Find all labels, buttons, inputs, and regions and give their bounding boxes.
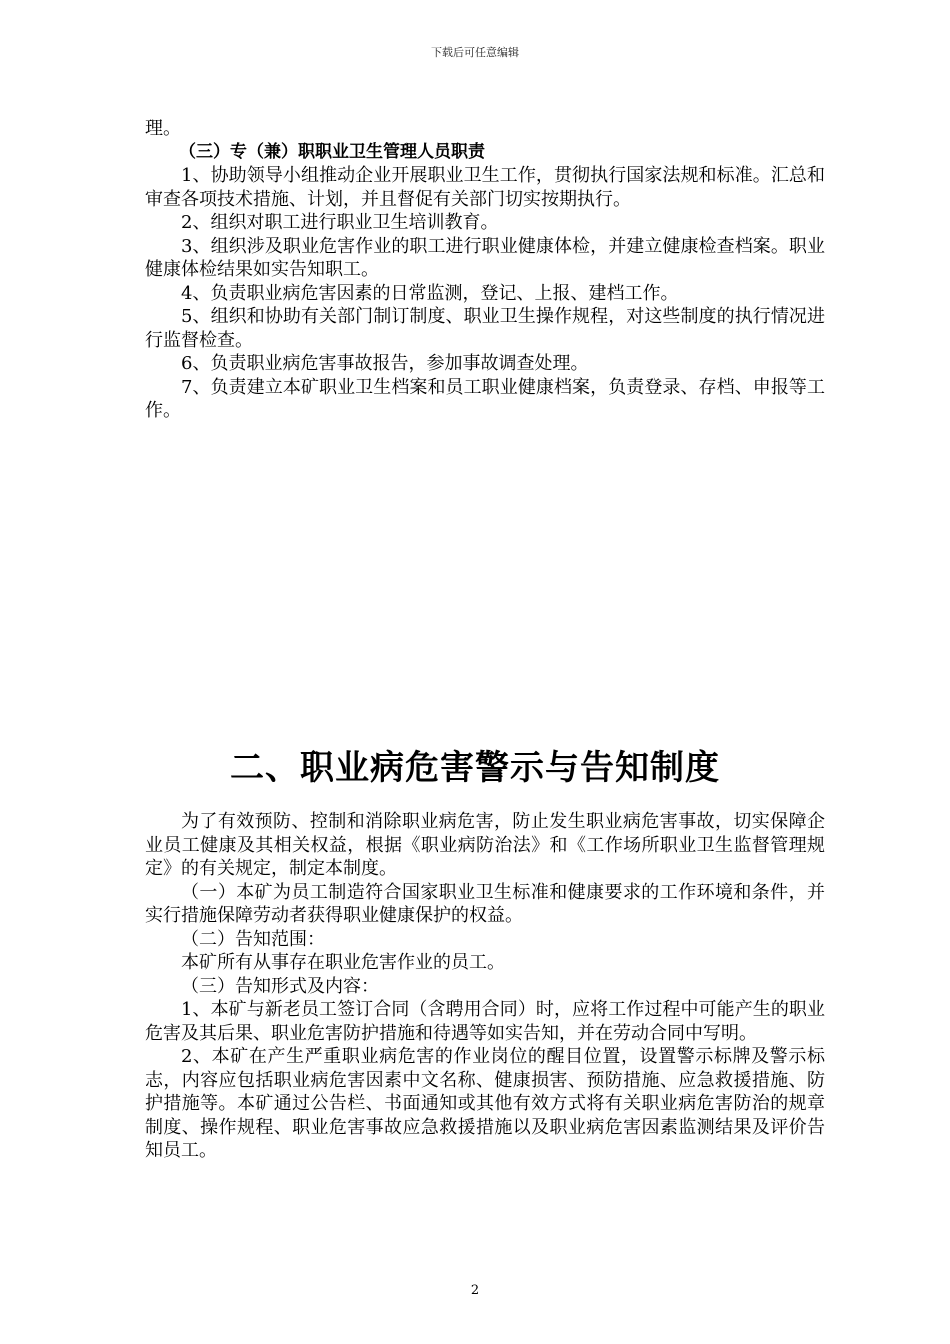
page-number: 2 [470, 1283, 480, 1298]
duty-item: 5、组织和协助有关部门制订制度、职业卫生操作规程，对这些制度的执行情况进行监督检查。 [145, 306, 825, 351]
body-paragraph: （一）本矿为员工制造符合国家职业卫生标准和健康要求的工作环境和条件，并实行措施保障劳动者获得职业健康保护的权益。 [145, 881, 825, 926]
page-header: 下载后可任意编辑 [431, 46, 519, 59]
duty-item: 1、协助领导小组推动企业开展职业卫生工作，贯彻执行国家法规和标准。汇总和审查各项技术措施、计划，并且督促有关部门切实按期执行。 [145, 165, 825, 210]
duty-item: 4、负责职业病危害因素的日常监测，登记、上报、建档工作。 [181, 282, 679, 304]
duty-item: 3、组织涉及职业危害作业的职工进行职业健康体检，并建立健康检查档案。职业健康体检结果如实告知职工。 [145, 235, 825, 280]
duty-item: 7、负责建立本矿职业卫生档案和员工职业健康档案，负责登录、存档、申报等工作。 [145, 376, 825, 421]
body-paragraph: 为了有效预防、控制和消除职业病危害，防止发生职业病危害事故，切实保障企业员工健康及其相关权益，根据《职业病防治法》和《工作场所职业卫生监督管理规定》的有关规定，制定本制度。 [145, 811, 825, 879]
body-paragraph: 2、本矿在产生严重职业病危害的作业岗位的醒目位置，设置警示标牌及警示标志，内容应包括职业病危害因素中文名称、健康损害、预防措施、应急救援措施、防护措施等。本矿通过公告栏、书面通知或其他有效方式将有关职业病危害防治的规章制度、操作规程、职业危害事故应急救援措施以及职业病危害因素监测结果及评价告知员工。 [145, 1046, 825, 1161]
duty-item: 2、组织对职工进行职业卫生培训教育。 [181, 212, 499, 233]
body-paragraph: （三）告知形式及内容： [181, 975, 379, 997]
section-duties [145, 117, 825, 423]
duty-item: 6、负责职业病危害事故报告，参加事故调查处理。 [181, 353, 589, 374]
body-paragraph: 本矿所有从事存在职业危害作业的员工。 [181, 952, 505, 973]
body-paragraph: （二）告知范围： [181, 928, 325, 950]
continued-paragraph: 理。 [145, 118, 181, 139]
subheading-duties: （三）专（兼）职职业卫生管理人员职责 [179, 141, 485, 162]
body-paragraph: 1、本矿与新老员工签订合同（含聘用合同）时，应将工作过程中可能产生的职业危害及其后果、职业危害防护措施和待遇等如实告知，并在劳动合同中写明。 [145, 999, 825, 1044]
section-title: 二、职业病危害警示与告知制度 [230, 748, 720, 788]
section-warning-notice [145, 810, 825, 1163]
